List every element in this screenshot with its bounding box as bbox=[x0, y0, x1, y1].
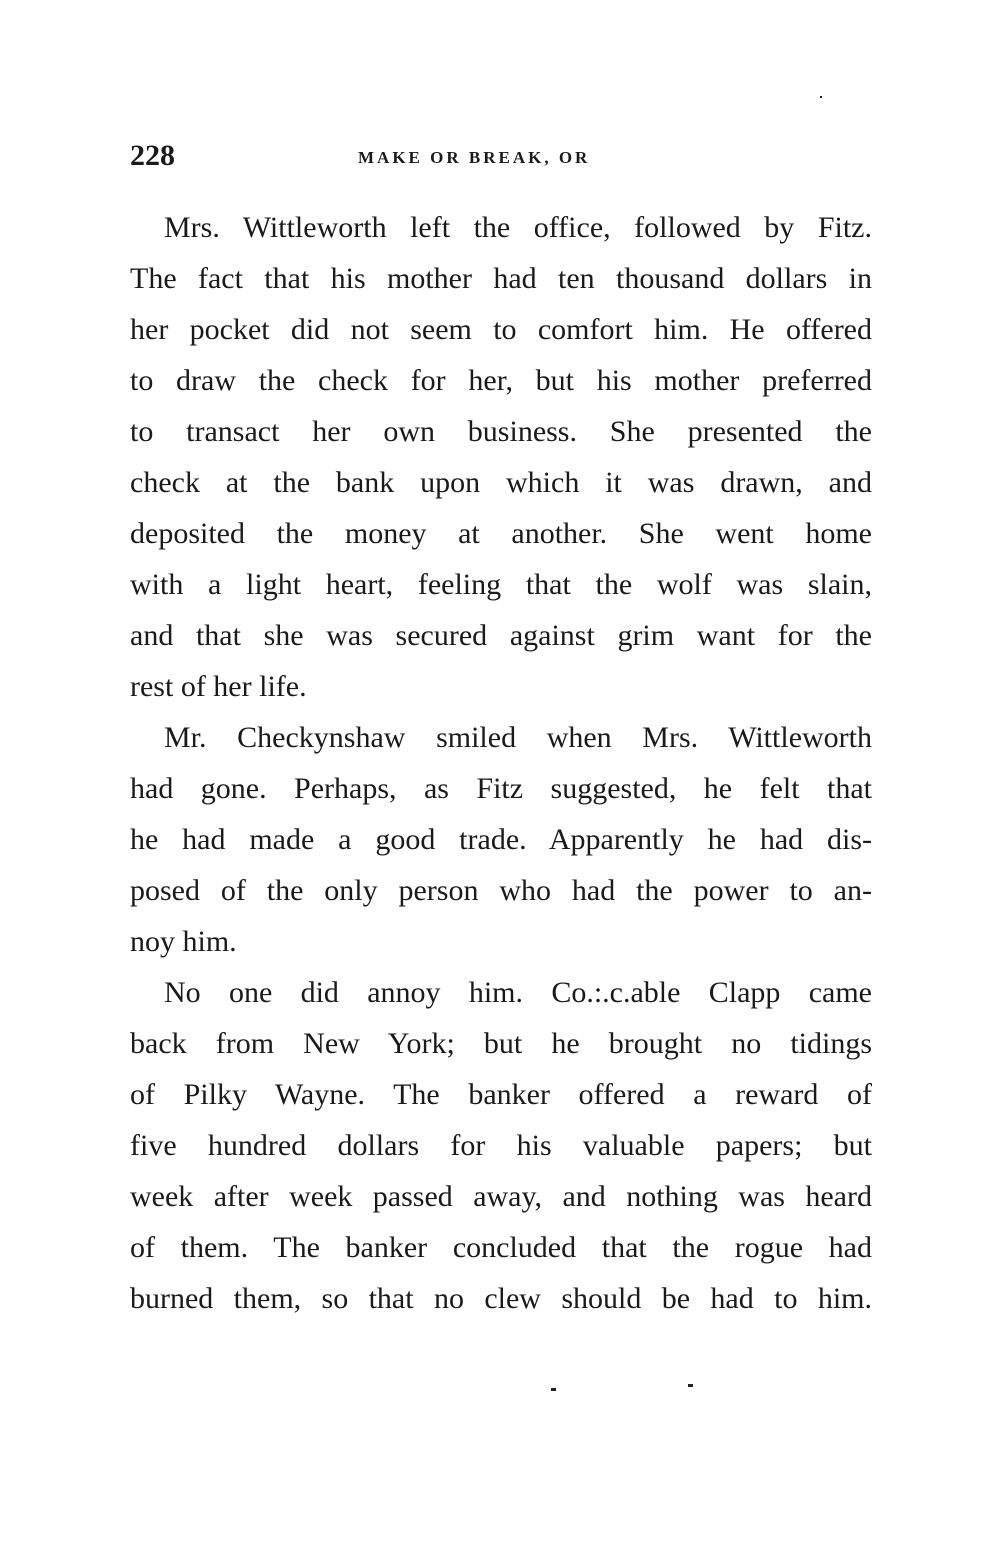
text-line: burned them, so that no clew should be had to him. bbox=[130, 1282, 872, 1315]
text-line: Mr. Checkynshaw smiled when Mrs. Wittleworth bbox=[164, 721, 872, 754]
text-line: noy him. bbox=[130, 925, 237, 958]
text-line: to transact her own business. She presented the bbox=[130, 415, 872, 448]
text-line: with a light heart, feeling that the wolf was slain, bbox=[130, 568, 872, 601]
text-line: check at the bank upon which it was drawn, and bbox=[130, 466, 872, 499]
text-line: Mrs. Wittleworth left the office, followed by Fitz. bbox=[164, 211, 872, 244]
text-line: The fact that his mother had ten thousand dollars in bbox=[130, 262, 872, 295]
running-title: MAKE OR BREAK, OR bbox=[358, 148, 591, 167]
text-line: five hundred dollars for his valuable papers; but bbox=[130, 1129, 872, 1162]
text-line: to draw the check for her, but his mother preferred bbox=[130, 364, 872, 397]
text-line: of them. The banker concluded that the rogue had bbox=[130, 1231, 872, 1264]
text-line: her pocket did not seem to comfort him. He offered bbox=[130, 313, 872, 346]
scan-speck bbox=[688, 1384, 693, 1387]
page-header bbox=[130, 136, 872, 176]
body-text bbox=[130, 202, 872, 1324]
page-number: 228 bbox=[130, 139, 175, 172]
scan-speck bbox=[551, 1388, 556, 1391]
text-line: and that she was secured against grim want for the bbox=[130, 619, 872, 652]
text-line: he had made a good trade. Apparently he had dis- bbox=[130, 823, 872, 856]
scan-speck bbox=[820, 96, 822, 98]
text-line: week after week passed away, and nothing was heard bbox=[130, 1180, 872, 1213]
text-line: of Pilky Wayne. The banker offered a reward of bbox=[130, 1078, 872, 1111]
text-line: posed of the only person who had the power to an- bbox=[130, 874, 872, 907]
text-line: back from New York; but he brought no tidings bbox=[130, 1027, 872, 1060]
text-line: deposited the money at another. She went home bbox=[130, 517, 872, 550]
text-line: No one did annoy him. Co.:.c.able Clapp came bbox=[164, 976, 872, 1009]
text-line: had gone. Perhaps, as Fitz suggested, he felt that bbox=[130, 772, 872, 805]
text-line: rest of her life. bbox=[130, 670, 307, 703]
